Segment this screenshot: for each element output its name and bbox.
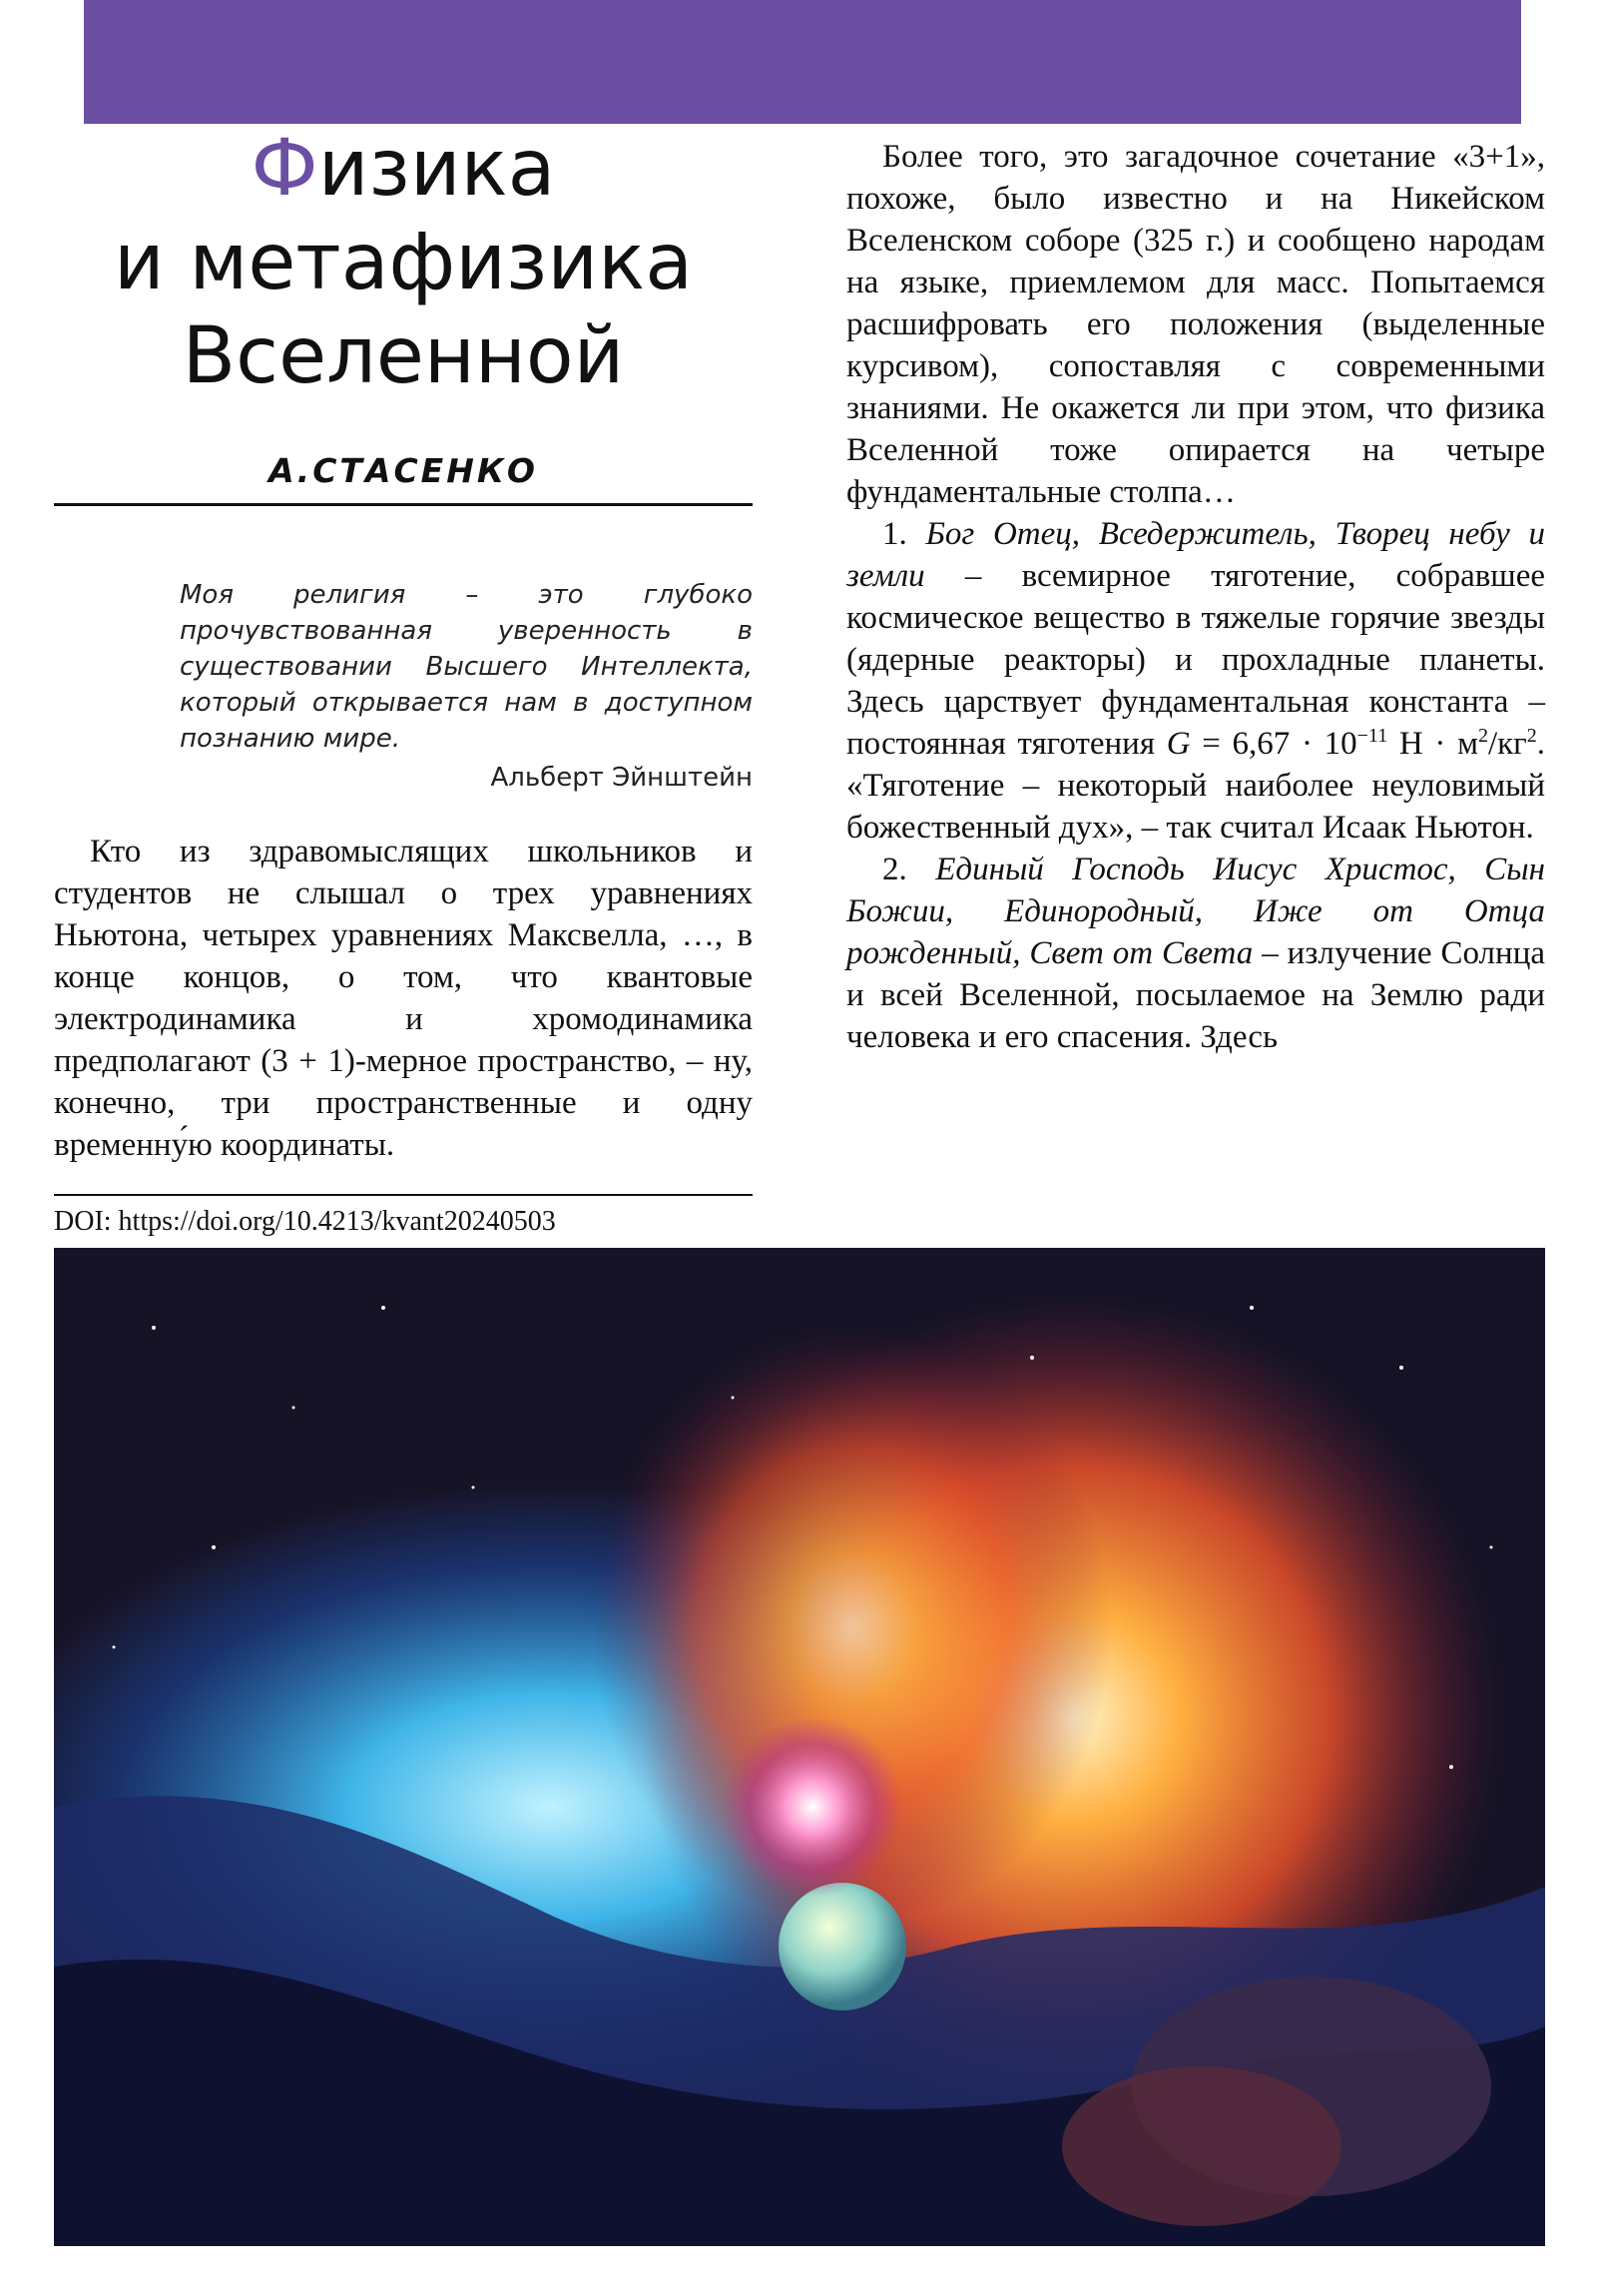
formula-value: = 6,67 · 10: [1190, 726, 1357, 762]
header-band: [84, 0, 1521, 124]
doi-divider: [54, 1194, 753, 1196]
item-number-2: 2.: [882, 852, 907, 887]
title-divider: [54, 503, 753, 506]
paragraph-light: [846, 849, 1545, 1058]
epigraph-author: Альберт Эйнштейн: [490, 763, 753, 793]
item-number-1: 1.: [882, 516, 907, 552]
right-column: [846, 136, 1545, 1058]
formula-square-1: 2: [1477, 725, 1488, 747]
formula-square-2: 2: [1526, 725, 1537, 747]
gravity-text-a: – всемирное тяготение, собравшее космическое вещество в тяжелые горячие звезды (ядерные реакторы) и прохладные планеты. Здесь царствует фундаментальная константа – постоянная тяготения: [846, 558, 1545, 762]
intro-paragraph: Кто из здравомыслящих школьников и студентов не слышал о трех уравнениях Ньютона, четырех уравнениях Максвелла, …, в конце концов, о том, что квантовые электродинамика и хромодинамика предполагают (3 + 1)-мерное пространство, – ну, конечно, три пространственные и одну временну́ю координаты.: [54, 834, 753, 1163]
left-column: [54, 831, 753, 1166]
nebula-image: [54, 1248, 1545, 2246]
nebula-illustration: [54, 1248, 1545, 2246]
formula-symbol-g: G: [1166, 726, 1191, 762]
light-text: – излучение Солнца и всей Вселенной, посылаемое на Землю ради человека и его спасения. Здесь: [846, 935, 1545, 1055]
formula-exponent: −11: [1356, 725, 1388, 747]
paragraph-gravity: [846, 513, 1545, 849]
doi-line: DOI: https://doi.org/10.4213/kvant20240503: [54, 1206, 556, 1237]
paragraph-nicene: Более того, это загадочное сочетание «3+1», похоже, было известно и на Никейском Вселенском соборе (325 г.) и сообщено народам на языке, приемлемом для масс. Попытаемся расшифровать его положения (выделенные курсивом), сопоставляя с современными знаниями. Не окажется ли при этом, что физика Вселенной тоже опирается на четыре фундаментальные столпа…: [846, 139, 1545, 510]
author-name: А.СТАСЕНКО: [268, 451, 538, 490]
title-line-3: Вселенной: [182, 311, 625, 401]
epigraph-text: Моя религия – это глубоко прочувствованная уверенность в существовании Высшего Интеллекта, который открывается нам в доступном познанию мире.: [180, 580, 753, 754]
formula-units-2: /кг: [1487, 726, 1527, 762]
title-line-2: и метафизика: [113, 218, 693, 307]
title-line-1: изика: [317, 124, 556, 214]
gravity-text-b: . «Тяготение – некоторый наиболее неуловимый божественный дух», – так считал Исаак Ньютон.: [846, 726, 1545, 846]
title-initial: Ф: [251, 124, 318, 214]
creed-quote-1: Бог Отец, Вседержитель, Творец небу и земли: [846, 516, 1545, 594]
article-title: [54, 122, 753, 403]
creed-quote-2: Единый Господь Иисус Христос, Сын Божии, Единородный, Иже от Отца рожденный, Свет от Света: [846, 852, 1546, 971]
formula-units: Н · м: [1387, 726, 1478, 762]
